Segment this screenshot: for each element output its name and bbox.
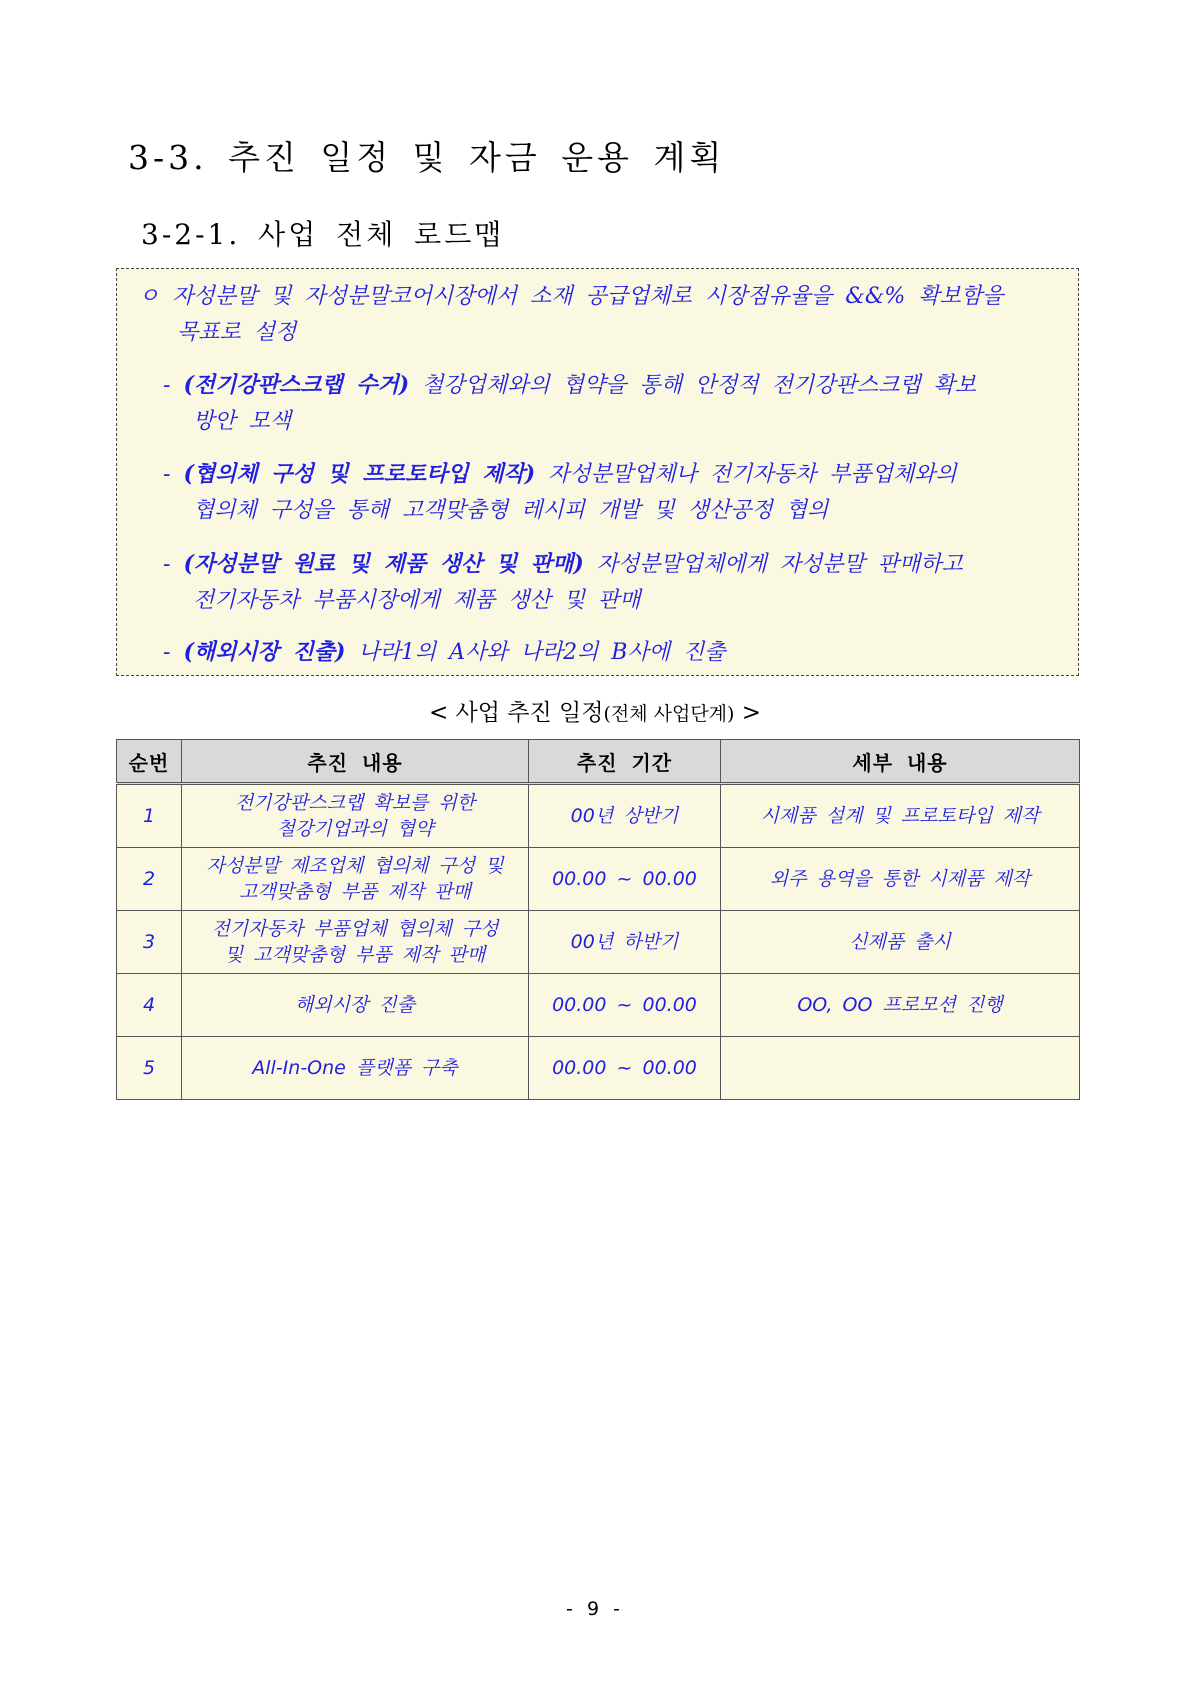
caption-close: > (734, 700, 762, 726)
cell-content-line: 철강기업과의 협약 (276, 818, 434, 840)
header-detail: 세부 내용 (721, 740, 1080, 784)
header-number: 순번 (117, 740, 182, 784)
cell-content (182, 784, 529, 848)
cell-period: 00년 상반기 (529, 784, 721, 848)
item-prefix: - (163, 640, 184, 665)
roadmap-item-production-line2: 전기자동차 부품시장에게 제품 생산 및 판매 (193, 588, 641, 613)
table-header-row (117, 740, 1080, 784)
cell-detail: 신제품 출시 (721, 911, 1080, 974)
cell-content-line: 전기자동차 부품업체 협의체 구성 (211, 918, 499, 940)
cell-number: 2 (117, 848, 182, 911)
roadmap-item-scrap-line2: 방안 모색 (193, 409, 292, 434)
cell-content-line: 고객맞춤형 부품 제작 판매 (238, 881, 471, 903)
roadmap-item-overseas (163, 635, 725, 666)
roadmap-item-production-line1 (163, 547, 963, 578)
item-text: 철강업체와의 협약을 통해 안정적 전기강판스크랩 확보 (409, 373, 976, 398)
cell-content-line: 전기강판스크랩 확보를 위한 (234, 792, 476, 814)
item-text: 자성분말업체나 전기자동차 부품업체와의 (535, 462, 957, 487)
cell-number: 4 (117, 974, 182, 1037)
cell-content: All-In-One 플랫폼 구축 (182, 1037, 529, 1100)
subsection-heading: 3-2-1. 사업 전체 로드맵 (141, 218, 505, 251)
item-title: (협의체 구성 및 프로토타입 제작) (183, 461, 536, 487)
item-text: 나라1의 A사와 나라2의 B사에 진출 (345, 640, 726, 665)
item-prefix: - (163, 462, 184, 487)
item-prefix: - (163, 373, 184, 398)
roadmap-item-consortium-line1 (163, 457, 957, 488)
item-title: (전기강판스크랩 수거) (183, 372, 410, 398)
cell-number: 1 (117, 784, 182, 848)
roadmap-box (116, 268, 1079, 676)
cell-content-line: 자성분말 제조업체 협의체 구성 및 (206, 855, 504, 877)
cell-content: 해외시장 진출 (182, 974, 529, 1037)
cell-detail: OO, OO 프로모션 진행 (721, 974, 1080, 1037)
page-number: - 9 - (566, 1598, 624, 1620)
goal-line-2: 목표로 설정 (177, 320, 297, 345)
table-row (117, 1037, 1080, 1100)
table-row (117, 911, 1080, 974)
item-text: 자성분말업체에게 자성분말 판매하고 (583, 552, 963, 577)
header-period: 추진 기간 (529, 740, 721, 784)
cell-content (182, 848, 529, 911)
cell-period: 00.00 ~ 00.00 (529, 848, 721, 911)
section-heading: 3-3. 추진 일정 및 자금 운용 계획 (128, 138, 726, 177)
cell-content-line: 및 고객맞춤형 부품 제작 판매 (224, 944, 486, 966)
item-title: (자성분말 원료 및 제품 생산 및 판매) (183, 551, 584, 577)
cell-period: 00년 하반기 (529, 911, 721, 974)
caption-main: < 사업 추진 일정 (428, 700, 604, 726)
table-caption (0, 694, 1190, 727)
schedule-table (116, 739, 1080, 1100)
goal-line-1: ㅇ 자성분말 및 자성분말코어시장에서 소재 공급업체로 시장점유율을 &&% 확보함을 (138, 284, 1004, 309)
table-row (117, 784, 1080, 848)
cell-detail (721, 1037, 1080, 1100)
roadmap-item-scrap-line1 (163, 368, 976, 399)
cell-number: 3 (117, 911, 182, 974)
cell-detail: 시제품 설계 및 프로토타입 제작 (721, 784, 1080, 848)
cell-content (182, 911, 529, 974)
header-content: 추진 내용 (182, 740, 529, 784)
cell-detail: 외주 용역을 통한 시제품 제작 (721, 848, 1080, 911)
item-title: (해외시장 진출) (183, 639, 346, 665)
roadmap-item-consortium-line2: 협의체 구성을 통해 고객맞춤형 레시피 개발 및 생산공정 협의 (193, 498, 829, 523)
cell-period: 00.00 ~ 00.00 (529, 1037, 721, 1100)
cell-number: 5 (117, 1037, 182, 1100)
table-row (117, 848, 1080, 911)
item-prefix: - (163, 552, 184, 577)
caption-note: (전체 사업단계) (603, 703, 735, 725)
cell-period: 00.00 ~ 00.00 (529, 974, 721, 1037)
table-row (117, 974, 1080, 1037)
